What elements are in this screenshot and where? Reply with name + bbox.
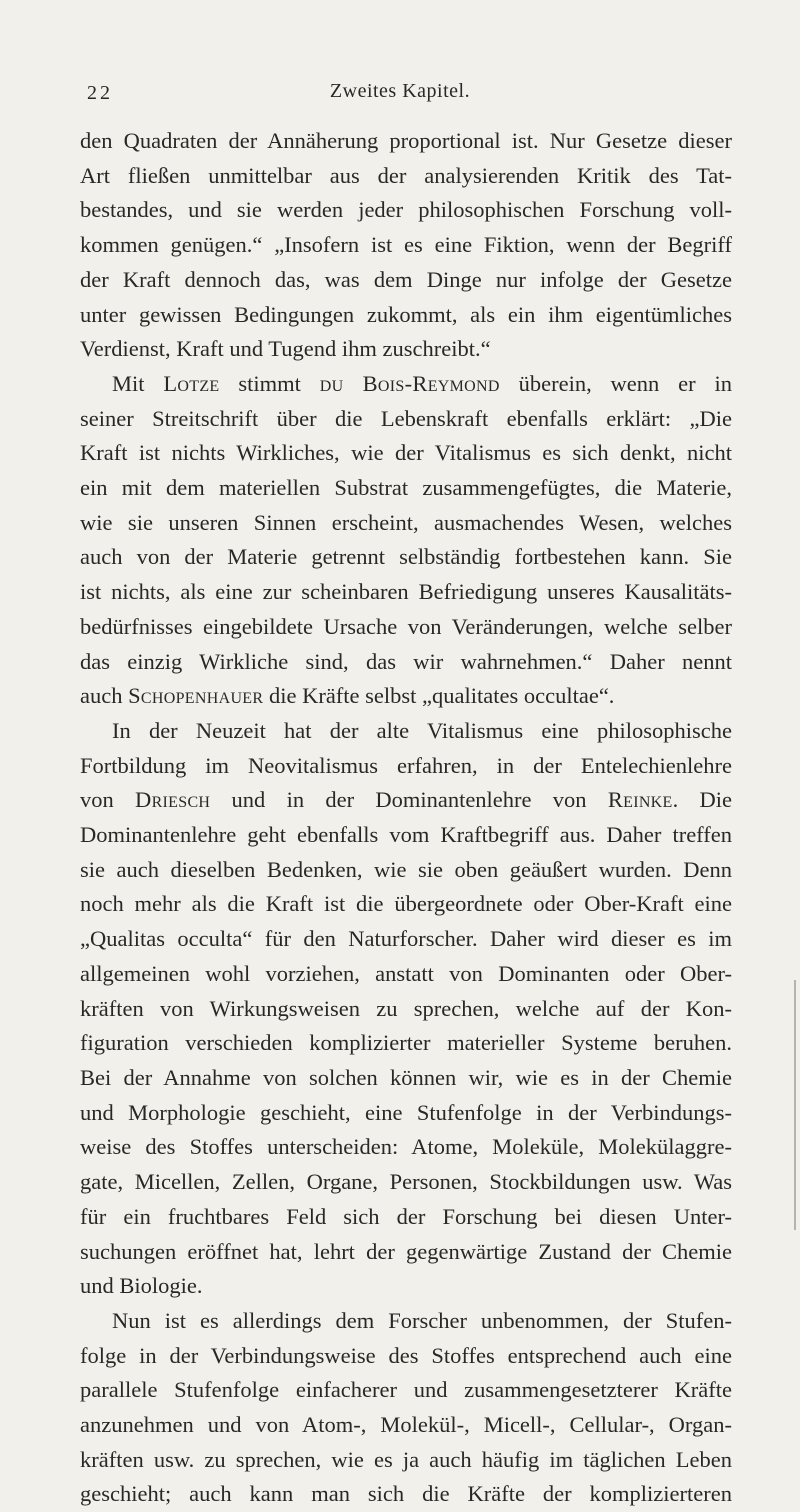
text-line: anzunehmen und von Atom-, Molekül-, Micell-, Cellular-, Organ- — [80, 1412, 732, 1438]
text-line: für ein fruchtbares Feld sich der Forschung bei diesen Unter- — [80, 1203, 732, 1229]
text-line: den Quadraten der Annäherung proportional ist. Nur Gesetze dieser — [80, 128, 732, 153]
text-line: In der Neuzeit hat der alte Vitalismus eine philosophische — [112, 717, 732, 743]
text-line: auch von der Materie getrennt selbständig fortbestehen kann. Sie — [80, 544, 732, 570]
page-number: 22 — [87, 82, 113, 104]
text-line: kräften von Wirkungsweisen zu sprechen, welche auf der Kon- — [80, 995, 732, 1021]
text-run: und in der Dominantenlehre von — [210, 787, 608, 813]
text-line — [80, 783, 732, 818]
text-line: parallele Stufenfolge einfacherer und zusammengesetzterer Kräfte — [80, 1377, 732, 1403]
text-line: kräften usw. zu sprechen, wie es ja auch häufig im täglichen Leben — [80, 1446, 732, 1472]
running-head: Zweites Kapitel. — [329, 80, 471, 102]
text-line: Verdienst, Kraft und Tugend ihm zuschreibt.“ — [80, 336, 491, 362]
text-line — [80, 367, 732, 402]
text-line: Art fließen unmittelbar aus der analysierenden Kritik des Tat- — [80, 162, 732, 188]
author-name: du Bois-Reymond — [319, 370, 500, 396]
text-line: seiner Streitschrift über die Lebenskraft ebenfalls erklärt: „Die — [80, 405, 732, 431]
text-line — [80, 679, 732, 714]
text-line: ein mit dem materiellen Substrat zusammengefügtes, die Materie, — [80, 475, 732, 501]
text-line: suchungen eröffnet hat, lehrt der gegenwärtige Zustand der Chemie — [80, 1238, 732, 1264]
text-run: Mit — [112, 370, 164, 396]
text-line: und Biologie. — [80, 1273, 203, 1299]
text-line: kommen genügen.“ „Insofern ist es eine Fiktion, wenn der Begriff — [80, 232, 732, 258]
text-line: unter gewissen Bedingungen zukommt, als ein ihm eigentümliches — [80, 301, 732, 327]
text-line: Nun ist es allerdings dem Forscher unbenommen, der Stufen- — [112, 1307, 732, 1333]
text-line: folge in der Verbindungsweise des Stoffes entsprechend auch eine — [80, 1342, 732, 1368]
text-line: sie auch dieselben Bedenken, wie sie oben geäußert wurden. Denn — [80, 856, 732, 882]
text-line: und Morphologie geschieht, eine Stufenfolge in der Verbindungs- — [80, 1099, 732, 1125]
text-line: figuration verschieden komplizierter materieller Systeme beruhen. — [80, 1030, 732, 1056]
text-line: ist nichts, als eine zur scheinbaren Befriedigung unseres Kausalitäts- — [80, 579, 732, 605]
page-edge-line — [794, 980, 796, 1230]
text-line: geschieht; auch kann man sich die Kräfte der komplizierteren — [80, 1481, 732, 1507]
text-line: weise des Stoffes unterscheiden: Atome, Moleküle, Molekülaggre- — [80, 1134, 732, 1160]
author-name: Lotze — [163, 370, 220, 396]
text-line: wie sie unseren Sinnen erscheint, ausmachendes Wesen, welches — [80, 509, 732, 535]
author-name: Schopenhauer — [128, 683, 264, 709]
text-run: auch — [80, 683, 129, 709]
text-line: Kraft ist nichts Wirkliches, wie der Vitalismus es sich denkt, nicht — [80, 440, 732, 466]
author-name: Driesch — [135, 787, 211, 813]
body-text — [80, 124, 732, 1512]
author-name: Reinke — [607, 787, 673, 813]
text-line: allgemeinen wohl vorziehen, anstatt von Dominanten oder Ober- — [80, 960, 732, 986]
text-line: Dominantenlehre geht ebenfalls vom Kraftbegriff aus. Daher treffen — [80, 822, 732, 848]
text-line: noch mehr als die Kraft ist die übergeordnete oder Ober-Kraft eine — [80, 891, 732, 917]
text-line: bedürfnisses eingebildete Ursache von Veränderungen, welche selber — [80, 613, 732, 639]
text-line: bestandes, und sie werden jeder philosophischen Forschung voll- — [80, 197, 732, 223]
text-run: überein, wenn er in — [499, 370, 732, 396]
text-line: Fortbildung im Neovitalismus erfahren, in der Entelechienlehre — [80, 752, 732, 778]
text-line: Bei der Annahme von solchen können wir, wie es in der Chemie — [80, 1064, 732, 1090]
text-line: das einzig Wirkliche sind, das wir wahrnehmen.“ Daher nennt — [80, 648, 732, 674]
text-line: „Qualitas occulta“ für den Naturforscher. Daher wird dieser es im — [80, 926, 732, 952]
text-run: die Kräfte selbst „qualitates occultae“. — [263, 683, 615, 709]
text-run: . Die — [672, 787, 732, 813]
text-run: von — [80, 787, 136, 813]
text-run: stimmt — [219, 370, 320, 396]
text-line: gate, Micellen, Zellen, Organe, Personen, Stockbildungen usw. Was — [80, 1169, 732, 1195]
text-line: der Kraft dennoch das, was dem Dinge nur infolge der Gesetze — [80, 266, 732, 292]
